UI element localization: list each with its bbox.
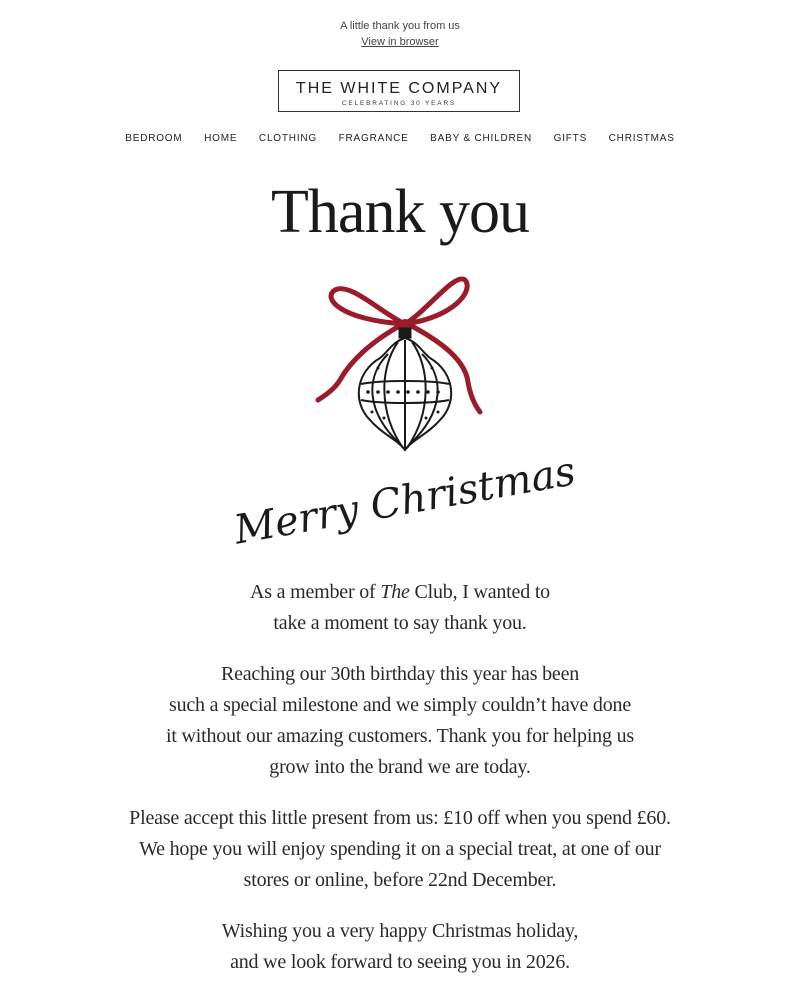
body-copy	[100, 577, 700, 998]
paragraph-intro	[100, 577, 700, 639]
wishes-line: Wishing you a very happy Christmas holiday,	[221, 920, 579, 942]
nav-item-christmas[interactable]: CHRISTMAS	[608, 133, 675, 144]
logo-tagline: CELEBRATING 30 YEARS	[341, 100, 457, 107]
wishes-line: and we look forward to seeing you in 2026.	[230, 951, 570, 973]
paragraph-birthday	[100, 659, 700, 783]
brand-logo[interactable]	[278, 70, 520, 112]
offer-line: Please accept this little present from us: £10 off when you spend £60.	[129, 807, 671, 829]
merry-christmas-script: Merry Christmas	[230, 448, 579, 554]
intro-line-2: take a moment to say thank you.	[273, 612, 527, 634]
birthday-line: grow into the brand we are today.	[269, 756, 531, 778]
nav-item-home[interactable]: HOME	[204, 133, 238, 144]
paragraph-wishes	[100, 916, 700, 978]
intro-suffix: Club, I wanted to	[409, 581, 550, 603]
nav-item-gifts[interactable]: GIFTS	[553, 133, 588, 144]
main-nav	[0, 133, 800, 144]
preheader	[0, 18, 800, 50]
intro-prefix: As a member of	[250, 581, 381, 603]
view-in-browser-link[interactable]: View in browser	[361, 36, 439, 48]
club-name-italic: The	[380, 581, 410, 603]
christmas-bauble-illustration	[230, 272, 579, 554]
offer-line: stores or online, before 22nd December.	[243, 869, 557, 891]
nav-item-bedroom[interactable]: BEDROOM	[125, 133, 183, 144]
birthday-line: such a special milestone and we simply couldn’t have done	[169, 694, 631, 716]
paragraph-offer	[100, 803, 700, 896]
birthday-line: Reaching our 30th birthday this year has been	[220, 663, 580, 685]
logo-name: THE WHITE COMPANY	[295, 80, 503, 97]
headline: Thank you	[271, 178, 529, 246]
nav-item-baby-children[interactable]: BABY & CHILDREN	[430, 133, 533, 144]
birthday-line: it without our amazing customers. Thank you for helping us	[166, 725, 634, 747]
nav-item-clothing[interactable]: CLOTHING	[258, 133, 317, 144]
preheader-text: A little thank you from us	[340, 20, 460, 32]
offer-line: We hope you will enjoy spending it on a special treat, at one of our	[139, 838, 661, 860]
nav-item-fragrance[interactable]: FRAGRANCE	[338, 133, 409, 144]
